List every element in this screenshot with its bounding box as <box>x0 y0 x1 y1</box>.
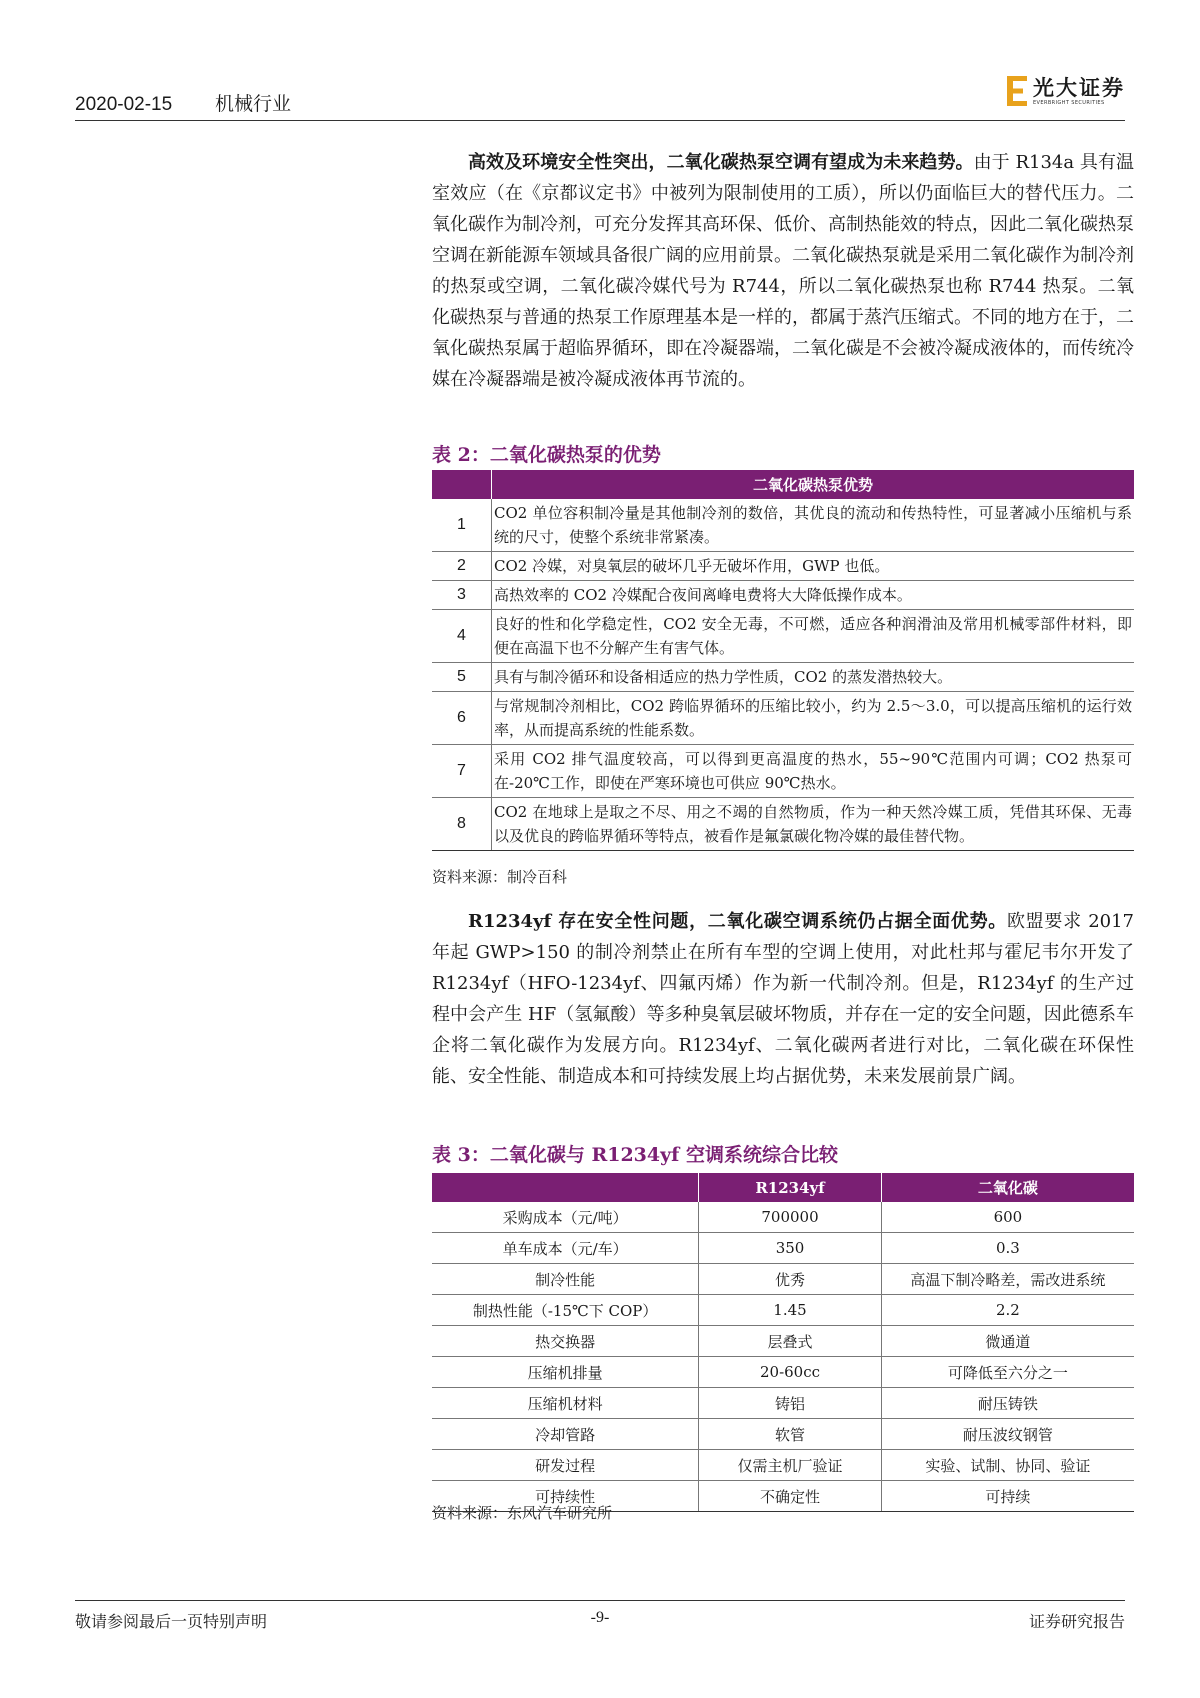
row-text: 良好的性和化学稳定性，CO2 安全无毒，不可燃，适应各种润滑油及常用机械零部件材料，即便在高温下也不分解产生有害气体。 <box>492 610 1135 663</box>
table-row <box>432 1450 1134 1481</box>
row-number: 5 <box>432 663 492 692</box>
row-text: CO2 冷媒，对臭氧层的破坏几乎无破坏作用，GWP 也低。 <box>492 552 1135 581</box>
table-row <box>432 1202 1134 1233</box>
table-cell: 冷却管路 <box>432 1419 699 1450</box>
table-cell: 可持续性 <box>432 1481 699 1512</box>
table-cell: 软管 <box>699 1419 882 1450</box>
table-cell: 铸铝 <box>699 1388 882 1419</box>
table-cell: 耐压铸铁 <box>881 1388 1134 1419</box>
table-row <box>432 1419 1134 1450</box>
table-cell: 制冷性能 <box>432 1264 699 1295</box>
table-row <box>432 663 1134 692</box>
paragraph-body: 欧盟要求 2017 年起 GWP>150 的制冷剂禁止在所有车型的空调上使用，对此杜邦与霍尼韦尔开发了 R1234yf（HFO-1234yf、四氟丙烯）作为新一代制冷剂。但是，R1234yf 的生产过程中会产生 HF（氢氟酸）等多种臭氧层破坏物质，并存在一定的安全问题，因此德系车企将二氧化碳作为发展方向。R1234yf、二氧化碳两者进行对比，二氧化碳在环保性能、安全性能、制造成本和可持续发展上均占据优势，未来发展前景广阔。 <box>432 911 1135 1087</box>
table-row <box>432 1295 1134 1326</box>
table-cell: 制热性能（-15℃下 COP） <box>432 1295 699 1326</box>
table-cell: 层叠式 <box>699 1326 882 1357</box>
paragraph-lead: 高效及环境安全性突出，二氧化碳热泵空调有望成为未来趋势。 <box>468 152 974 173</box>
table-row <box>432 1233 1134 1264</box>
paragraph-body: 由于 R134a 具有温室效应（在《京都议定书》中被列为限制使用的工质），所以仍面临巨大的替代压力。二氧化碳作为制冷剂，可充分发挥其高环保、低价、高制热能效的特点，因此二氧化碳热泵空调在新能源车领域具备很广阔的应用前景。二氧化碳热泵就是采用二氧化碳作为制冷剂的热泵或空调，二氧化碳冷媒代号为 R744，所以二氧化碳热泵也称 R744 热泵。二氧化碳热泵与普通的热泵工作原理基本是一样的，都属于蒸汽压缩式。不同的地方在于，二氧化碳热泵属于超临界循环，即在冷凝器端，二氧化碳是不会被冷凝成液体的，而传统冷媒在冷凝器端是被冷凝成液体再节流的。 <box>432 152 1134 390</box>
table-cell: 高温下制冷略差，需改进系统 <box>881 1264 1134 1295</box>
table-cell: 700000 <box>699 1202 882 1233</box>
row-text: 与常规制冷剂相比，CO2 跨临界循环的压缩比较小，约为 2.5～3.0，可以提高压缩机的运行效率，从而提高系统的性能系数。 <box>492 692 1135 745</box>
table-cell: 耐压波纹钢管 <box>881 1419 1134 1450</box>
table-row <box>432 610 1134 663</box>
table-row <box>432 581 1134 610</box>
table-caption-2: 表 2：二氧化碳热泵的优势 <box>432 444 661 466</box>
table-cell: 不确定性 <box>699 1481 882 1512</box>
table-caption-3: 表 3：二氧化碳与 R1234yf 空调系统综合比较 <box>432 1144 838 1166</box>
table-row <box>432 1264 1134 1295</box>
table-row <box>432 1326 1134 1357</box>
paragraph-co2-heat-pump <box>432 147 1134 395</box>
table-cell: 压缩机排量 <box>432 1357 699 1388</box>
table-cell: 微通道 <box>881 1326 1134 1357</box>
table-cell: 1.45 <box>699 1295 882 1326</box>
table-row <box>432 1388 1134 1419</box>
row-text: CO2 单位容积制冷量是其他制冷剂的数倍，其优良的流动和传热特性，可显著减小压缩机与系统的尺寸，使整个系统非常紧凑。 <box>492 499 1135 552</box>
disclaimer-note: 敬请参阅最后一页特别声明 <box>75 1612 268 1631</box>
page-footer <box>75 1600 1125 1641</box>
table-cell: 采购成本（元/吨） <box>432 1202 699 1233</box>
table-row <box>432 1357 1134 1388</box>
table-header: 二氧化碳热泵优势 <box>492 470 1135 499</box>
row-number: 8 <box>432 798 492 851</box>
table-cell: 单车成本（元/车） <box>432 1233 699 1264</box>
table-cell: 2.2 <box>881 1295 1134 1326</box>
row-text: CO2 在地球上是取之不尽、用之不竭的自然物质，作为一种天然冷媒工质，凭借其环保、无毒以及优良的跨临界循环等特点，被看作是氟氯碳化物冷媒的最佳替代物。 <box>492 798 1135 851</box>
co2-advantages-table <box>432 470 1134 851</box>
column-header: 二氧化碳 <box>881 1173 1134 1202</box>
row-number: 6 <box>432 692 492 745</box>
table-header-blank <box>432 470 492 499</box>
row-number: 3 <box>432 581 492 610</box>
row-text: 采用 CO2 排气温度较高，可以得到更高温度的热水，55~90℃范围内可调；CO2 热泵可在-20℃工作，即使在严寒环境也可供应 90℃热水。 <box>492 745 1135 798</box>
table-row <box>432 745 1134 798</box>
report-type: 证券研究报告 <box>1028 1612 1125 1631</box>
logo-text-en: EVERBRIGHT SECURITIES <box>1033 100 1105 106</box>
table-cell: 600 <box>881 1202 1134 1233</box>
table-cell: 实验、试制、协同、验证 <box>881 1450 1134 1481</box>
table-cell: 热交换器 <box>432 1326 699 1357</box>
table-cell: 研发过程 <box>432 1450 699 1481</box>
table-cell: 350 <box>699 1233 882 1264</box>
everbright-logo-icon <box>1007 76 1027 106</box>
table-row <box>432 692 1134 745</box>
table-row <box>432 798 1134 851</box>
row-number: 2 <box>432 552 492 581</box>
table-cell: 优秀 <box>699 1264 882 1295</box>
row-number: 1 <box>432 499 492 552</box>
row-number: 4 <box>432 610 492 663</box>
table-row <box>432 552 1134 581</box>
row-text: 具有与制冷循环和设备相适应的热力学性质，CO2 的蒸发潜热较大。 <box>492 663 1135 692</box>
logo-text-cn: 光大证券 <box>1033 75 1125 100</box>
everbright-logo <box>1007 76 1125 112</box>
table-source: 资料来源：东风汽车研究所 <box>432 1504 613 1522</box>
table-source: 资料来源：制冷百科 <box>432 868 568 886</box>
page-number: -9- <box>590 1609 610 1626</box>
column-header <box>432 1173 699 1202</box>
table-cell: 可持续 <box>881 1481 1134 1512</box>
table-row <box>432 499 1134 552</box>
table-cell: 压缩机材料 <box>432 1388 699 1419</box>
table-cell: 20-60cc <box>699 1357 882 1388</box>
comparison-table <box>432 1173 1134 1512</box>
report-date: 2020-02-15 <box>75 94 173 115</box>
paragraph-lead: R1234yf 存在安全性问题，二氧化碳空调系统仍占据全面优势。 <box>468 911 1007 932</box>
table-cell: 仅需主机厂验证 <box>699 1450 882 1481</box>
table-cell: 可降低至六分之一 <box>881 1357 1134 1388</box>
table-cell: 0.3 <box>881 1233 1134 1264</box>
page-header <box>75 70 1125 121</box>
row-text: 高热效率的 CO2 冷媒配合夜间离峰电费将大大降低操作成本。 <box>492 581 1135 610</box>
paragraph-r1234yf <box>432 906 1134 1092</box>
column-header: R1234yf <box>699 1173 882 1202</box>
row-number: 7 <box>432 745 492 798</box>
industry-label: 机械行业 <box>215 93 292 115</box>
